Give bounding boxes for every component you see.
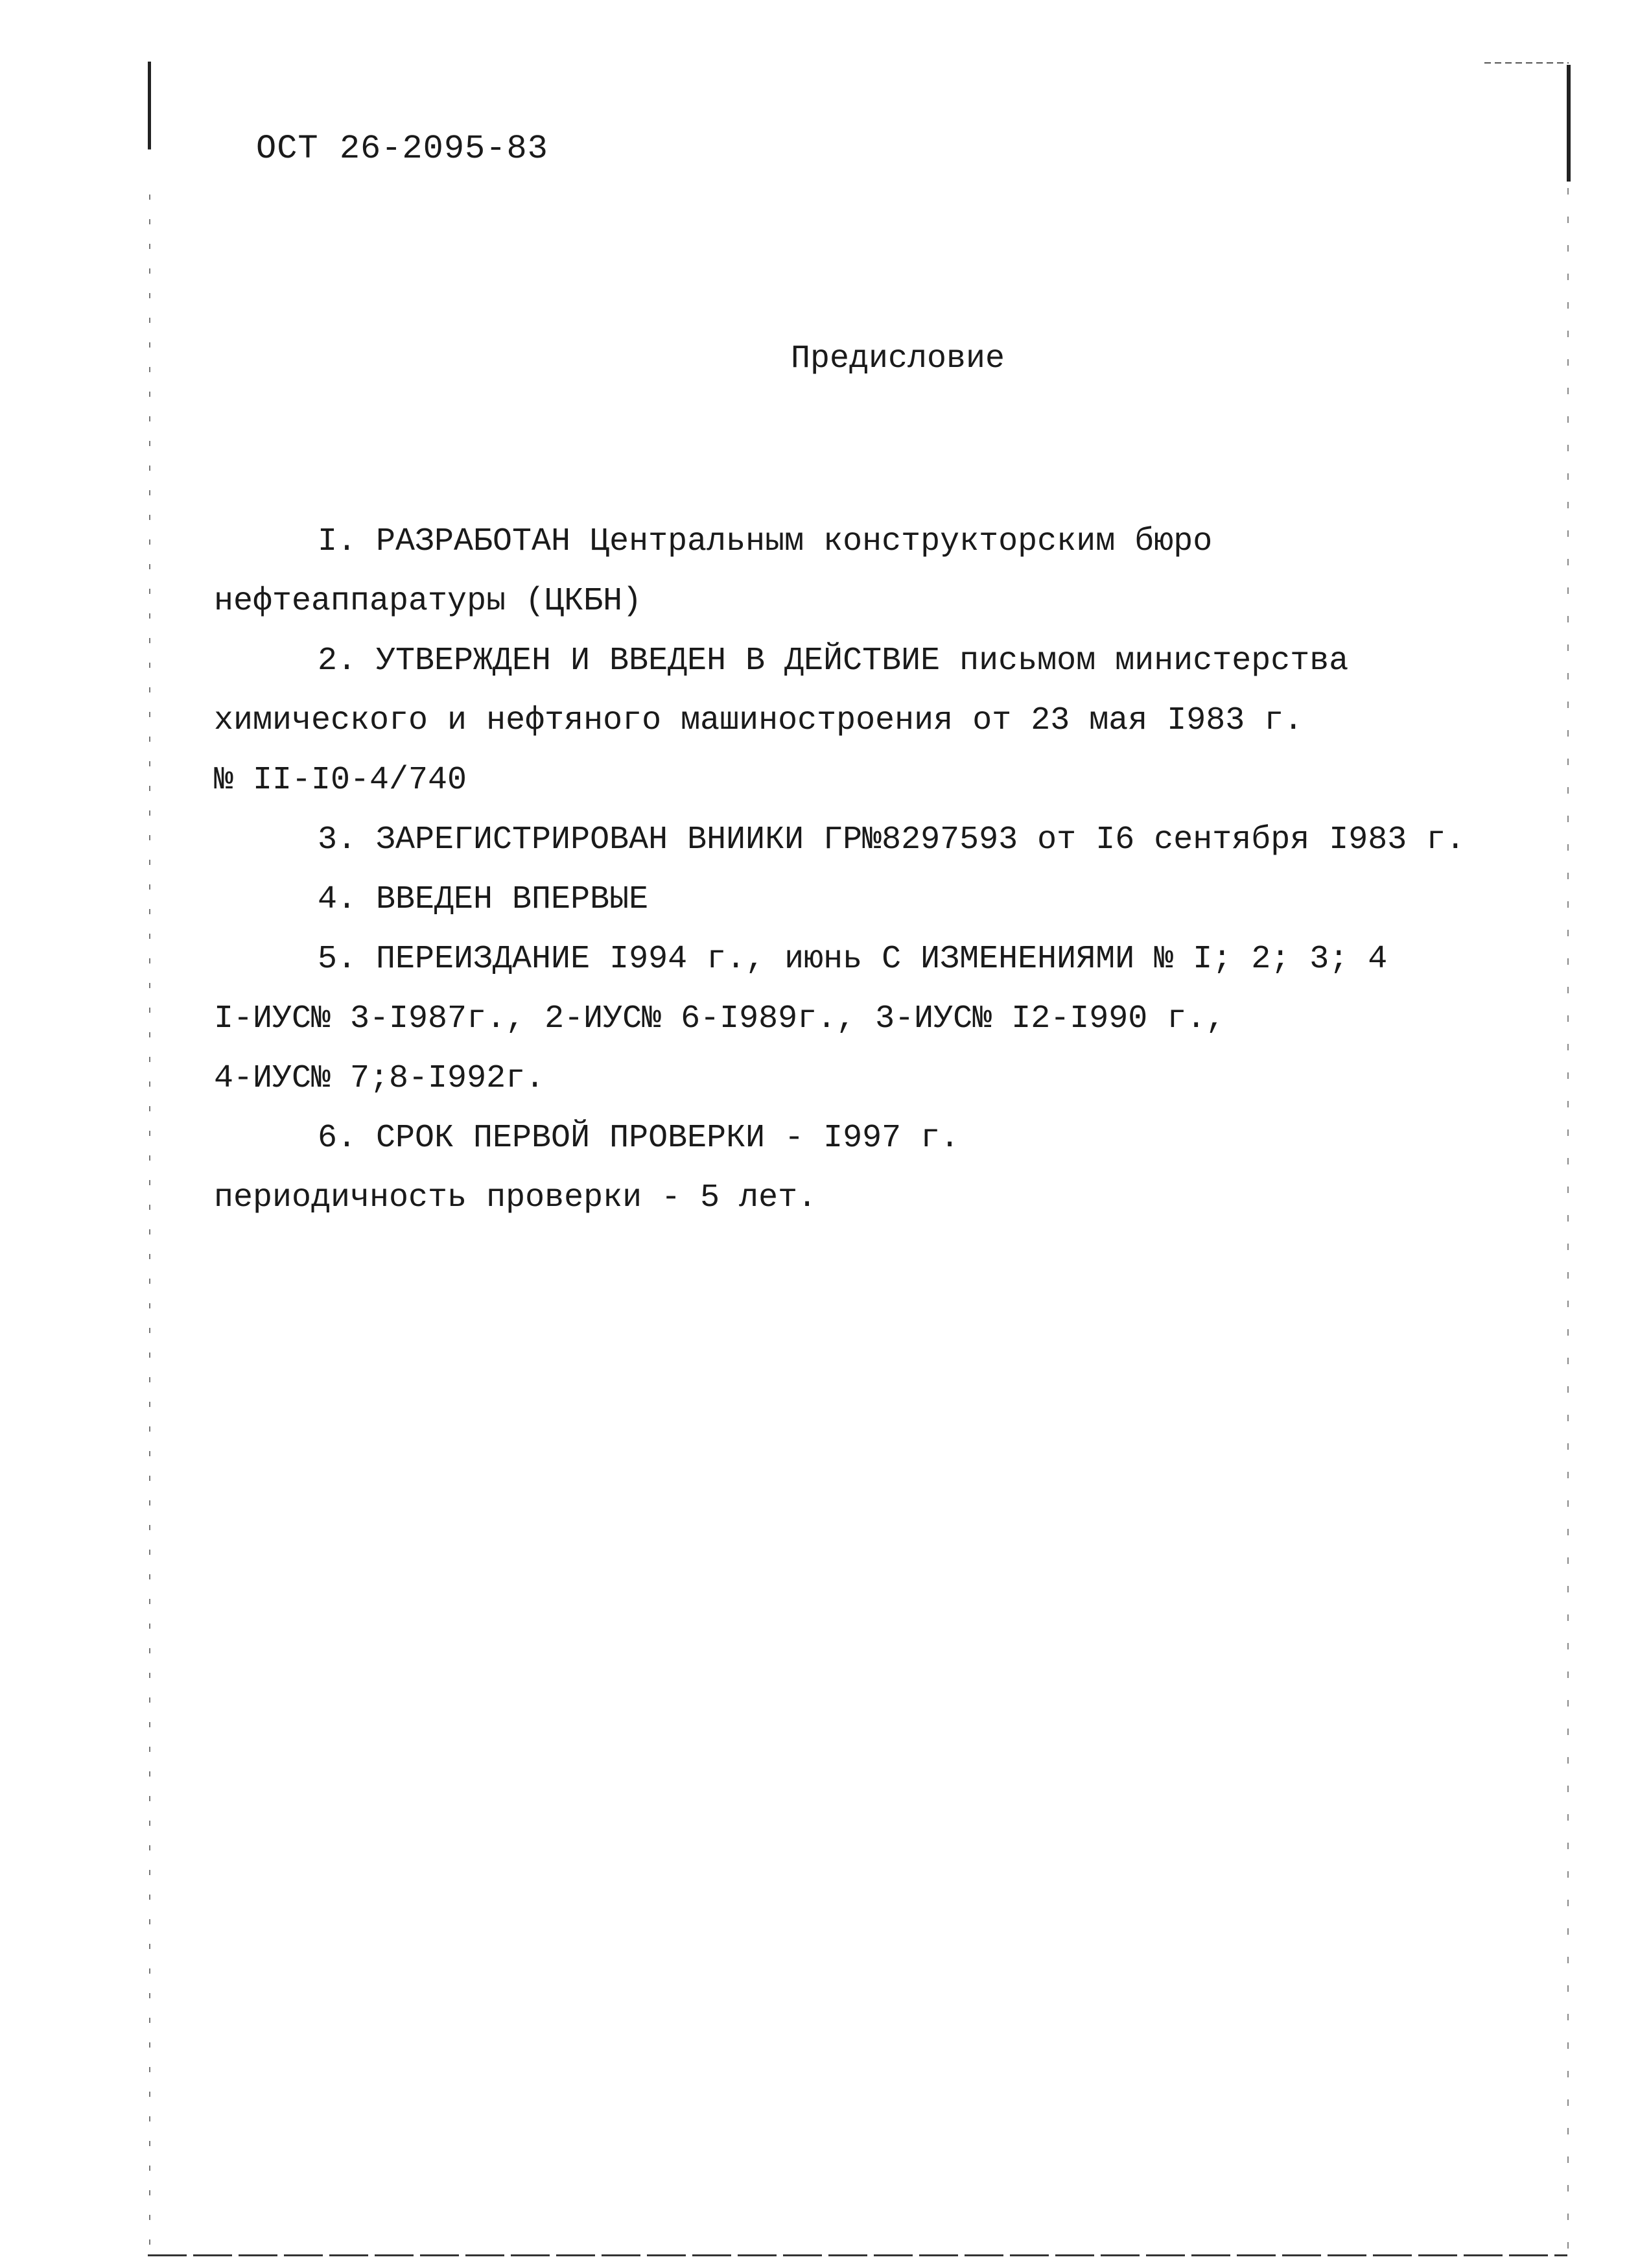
foreword-line: 4-ИУС№ 7;8-I992г. bbox=[214, 1060, 545, 1097]
document-code: ОСТ 26-2095-83 bbox=[256, 130, 548, 168]
foreword-line: нефтеаппаратуры (ЦКБН) bbox=[214, 583, 642, 620]
foreword-line: периодичность проверки - 5 лет. bbox=[214, 1179, 817, 1216]
foreword-line: I-ИУС№ 3-I987г., 2-ИУС№ 6-I989г., 3-ИУС№ I2-I990 г., bbox=[214, 1000, 1226, 1037]
section-heading: Предисловие bbox=[791, 340, 1005, 377]
scan-bottom-edge bbox=[148, 2254, 1567, 2256]
scan-right-edge bbox=[1567, 65, 1571, 182]
foreword-line: 4. ВВЕДЕН ВПЕРВЫЕ bbox=[318, 881, 649, 918]
foreword-line: 6. СРОК ПЕРВОЙ ПРОВЕРКИ - I997 г. bbox=[318, 1120, 960, 1157]
foreword-body bbox=[214, 512, 1536, 1228]
foreword-line: 5. ПЕРЕИЗДАНИЕ I994 г., июнь С ИЗМЕНЕНИЯМИ № I; 2; 3; 4 bbox=[318, 941, 1388, 978]
foreword-line: 2. УТВЕРЖДЕН И ВВЕДЕН В ДЕЙСТВИЕ письмом министерства bbox=[318, 643, 1349, 679]
scan-right-edge-dots bbox=[1567, 188, 1569, 2250]
foreword-line: химического и нефтяного машиностроения от 23 мая I983 г. bbox=[214, 702, 1304, 739]
scan-left-edge-dots bbox=[149, 195, 150, 2256]
foreword-line: I. РАЗРАБОТАН Центральным конструкторским бюро bbox=[318, 523, 1213, 560]
scan-top-right-edge bbox=[1484, 62, 1569, 64]
foreword-line: № II-I0-4/740 bbox=[214, 762, 467, 799]
foreword-line: 3. ЗАРЕГИСТРИРОВАН ВНИИКИ ГР№8297593 от I6 сентября I983 г. bbox=[318, 821, 1466, 858]
